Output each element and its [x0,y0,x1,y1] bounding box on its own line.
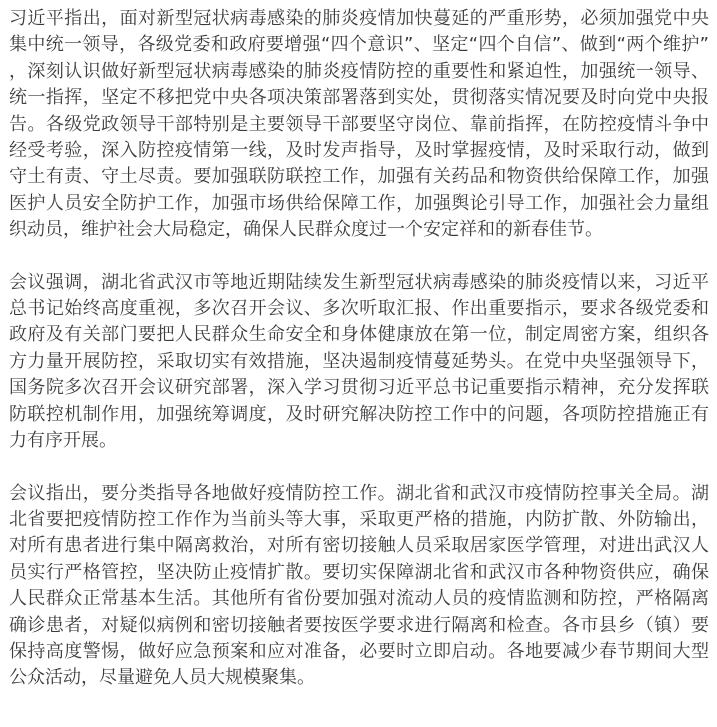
article-paragraph: 习近平指出，面对新型冠状病毒感染的肺炎疫情加快蔓延的严重形势，必须加强党中央集中统一领导，各级党委和政府要增强“四个意识”、坚定“四个自信”、做到“两个维护”，深刻认识做好新型冠状病毒感染的肺炎疫情防控的重要性和紧迫性，加强统一领导、统一指挥，坚定不移把党中央各项决策部署落到实处，贯彻落实情况要及时向党中央报告。各级党政领导干部特别是主要领导干部要坚守岗位、靠前指挥，在防控疫情斗争中经受考验，深入防控疫情第一线，及时发声指导，及时掌握疫情，及时采取行动，做到守土有责、守土尽责。要加强联防联控工作，加强有关药品和物资供给保障工作，加强医护人员安全防护工作，加强市场供给保障工作，加强舆论引导工作，加强社会力量组织动员，维护社会大局稳定，确保人民群众度过一个安定祥和的新春佳节。 [9,8,709,241]
article-paragraph: 会议强调，湖北省武汉市等地近期陆续发生新型冠状病毒感染的肺炎疫情以来，习近平总书记始终高度重视，多次召开会议、多次听取汇报、作出重要指示，要求各级党委和政府及有关部门要把人民群众生命安全和身体健康放在第一位，制定周密方案，组织各方力量开展防控，采取切实有效措施，坚决遏制疫情蔓延势头。在党中央坚强领导下，国务院多次召开会议研究部署，深入学习贯彻习近平总书记重要指示精神，充分发挥联防联控机制作用，加强统筹调度，及时研究解决防控工作中的问题，各项防控措施正有力有序开展。 [9,271,709,452]
article-paragraph: 会议指出，要分类指导各地做好疫情防控工作。湖北省和武汉市疫情防控事关全局。湖北省要把疫情防控工作作为当前头等大事，采取更严格的措施，内防扩散、外防输出，对所有患者进行集中隔离救治，对所有密切接触人员采取居家医学管理，对进出武汉人员实行严格管控，坚决防止疫情扩散。要切实保障湖北省和武汉市各种物资供应，确保人民群众正常基本生活。其他所有省份要加强对流动人员的疫情监测和防控，严格隔离确诊患者，对疑似病例和密切接触者要按医学要求进行隔离和检查。各市县乡（镇）要保持高度警惕，做好应急预案和应对准备，必要时立即启动。各地要减少春节期间大型公众活动，尽量避免人员大规模聚集。 [9,482,709,689]
